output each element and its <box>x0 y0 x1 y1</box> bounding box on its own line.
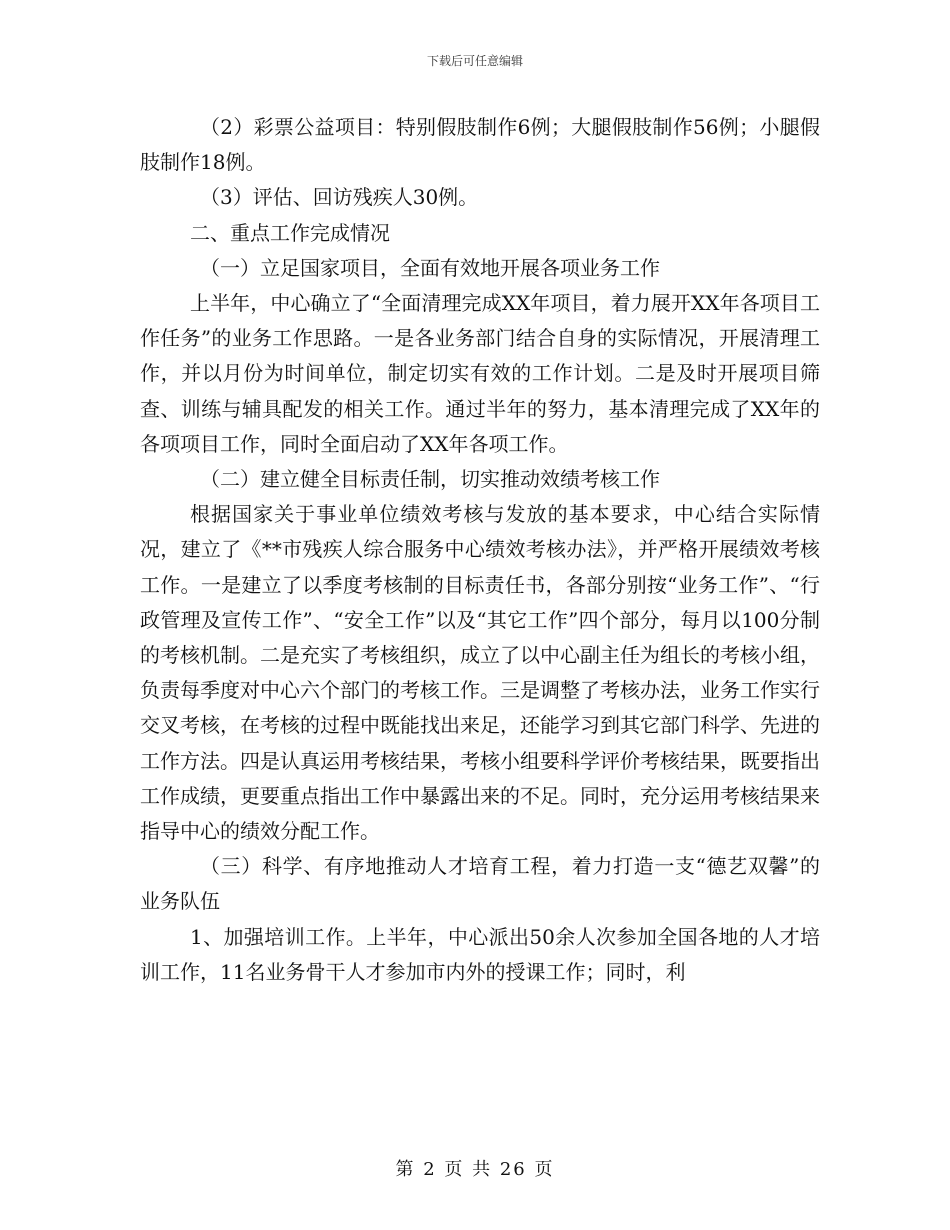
section-heading-key-work: 二、重点工作完成情况 <box>190 220 390 245</box>
subheading-talent-cultivation: （三）科学、有序地推动人才培育工程，着力打造一支“德艺双馨”的业务队伍 <box>140 854 820 914</box>
subheading-target-responsibility: （二）建立健全目标责任制，切实推动效绩考核工作 <box>200 467 660 492</box>
paragraph-lottery-project: （2）彩票公益项目：特别假肢制作6例；大腿假肢制作56例；小腿假肢制作18例。 <box>140 115 820 175</box>
paragraph-first-half-work: 上半年，中心确立了“全面清理完成XX年项目，着力展开XX年各项目工作任务”的业务工作思路。一是各业务部门结合自身的实际情况，开展清理工作，并以月份为时间单位，制定切实有效的工作计划。二是及时开展项目筛查、训练与辅具配发的相关工作。通过半年的努力，基本清理完成了XX年的各项项目工作，同时全面启动了XX年各项工作。 <box>140 291 820 456</box>
paragraph-assessment: （3）评估、回访残疾人30例。 <box>200 185 479 210</box>
subheading-national-projects: （一）立足国家项目，全面有效地开展各项业务工作 <box>200 255 660 280</box>
paragraph-training: 1、加强培训工作。上半年，中心派出50余人次参加全国各地的人才培训工作，11名业务骨干人才参加市内外的授课工作；同时，利 <box>140 924 820 984</box>
document-body <box>140 110 820 990</box>
page-footer-page-number: 第 2 页 共 26 页 <box>395 1159 555 1180</box>
paragraph-performance-assessment: 根据国家关于事业单位绩效考核与发放的基本要求，中心结合实际情况，建立了《**市残疾人综合服务中心绩效考核办法》，并严格开展绩效考核工作。一是建立了以季度考核制的目标责任书，各部分别按“业务工作”、“行政管理及宣传工作”、“安全工作”以及“其它工作”四个部分，每月以100分制的考核机制。二是充实了考核组织，成立了以中心副主任为组长的考核小组，负责每季度对中心六个部门的考核工作。三是调整了考核办法，业务工作实行交叉考核，在考核的过程中既能找出来足，还能学习到其它部门科学、先进的工作方法。四是认真运用考核结果，考核小组要科学评价考核结果，既要指出工作成绩，更要重点指出工作中暴露出来的不足。同时，充分运用考核结果来指导中心的绩效分配工作。 <box>140 502 820 844</box>
page-header-note: 下载后可任意编辑 <box>426 54 523 68</box>
